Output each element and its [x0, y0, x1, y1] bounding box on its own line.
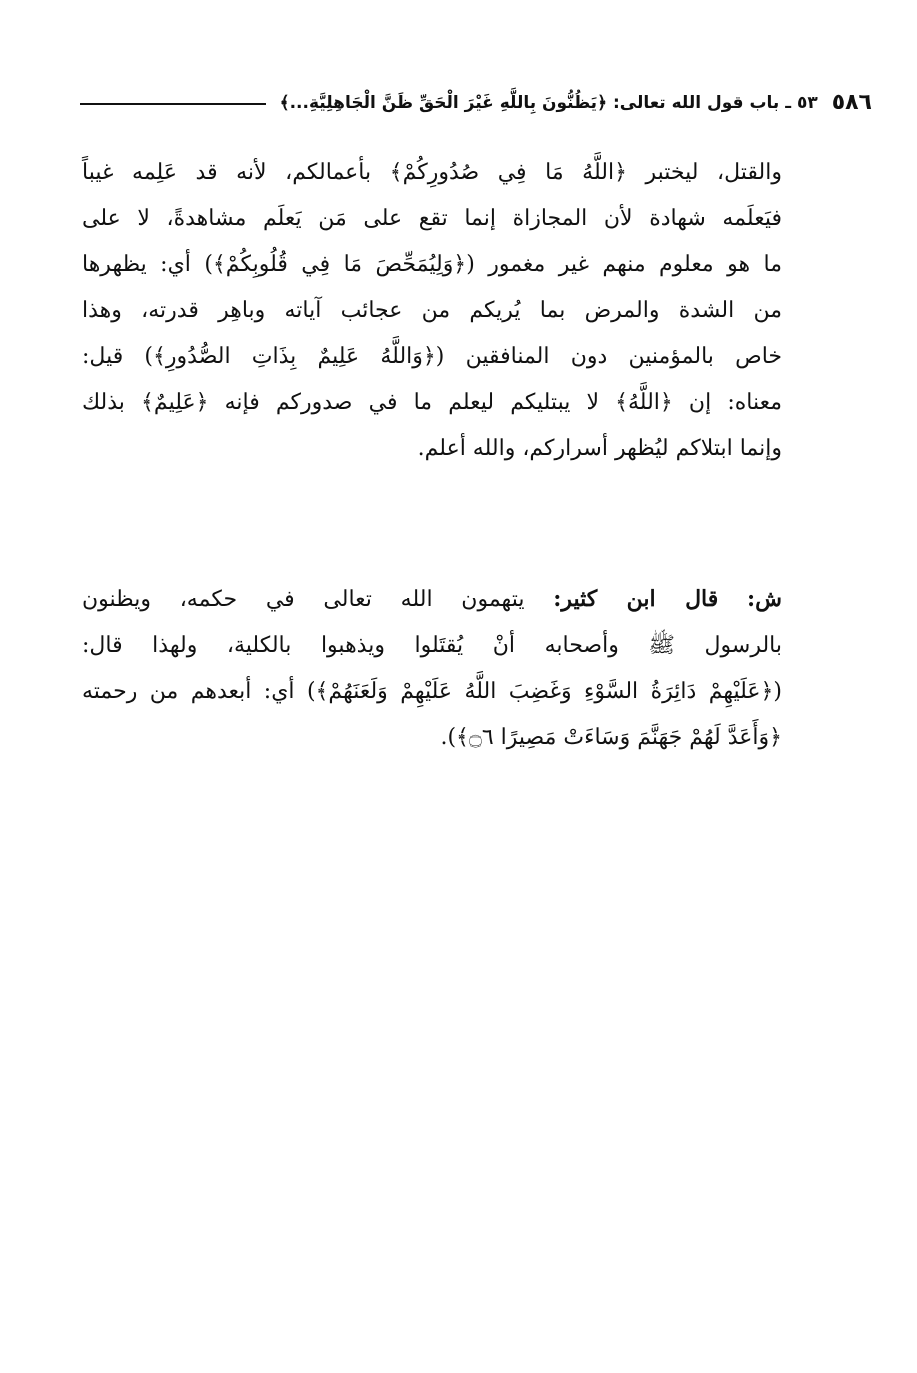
text-line: ﴿وَأَعَدَّ لَهُمْ جَهَنَّمَ وَسَاءَتْ مَصِيرًا ۝٦﴾). — [440, 725, 782, 750]
header-rule — [80, 103, 266, 105]
text-line: فيَعلَمه شهادة لأن المجازاة إنما تقع على مَن يَعلَم مشاهدةً، لا على — [82, 206, 782, 231]
text-line: وإنما ابتلاكم ليُظهر أسراركم، والله أعلم. — [417, 436, 782, 461]
text-line: بالرسول ﷺ وأصحابه أنْ يُقتَلوا ويذهبوا بالكلية، ولهذا قال: — [82, 633, 782, 658]
text-segment: يتهمون الله تعالى في حكمه، ويظنون — [82, 587, 525, 612]
text-line: (﴿عَلَيْهِمْ دَائِرَةُ السَّوْءِ وَغَضِبَ اللَّهُ عَلَيْهِمْ وَلَعَنَهُمْ﴾) أي: أبعدهم من رحمته — [82, 679, 782, 704]
commentary-paragraph-2 — [82, 576, 782, 761]
page-header — [80, 82, 872, 122]
commentary-marker: ش: — [747, 586, 783, 612]
text-line: معناه: إن ﴿اللَّهُ﴾ لا يبتليكم ليعلم ما في صدوركم فإنه ﴿عَلِيمٌ﴾ بذلك — [82, 390, 782, 415]
page-number: ٥٨٦ — [831, 89, 872, 115]
text-line — [82, 576, 782, 623]
text-line: والقتل، ليختبر ﴿اللَّهُ مَا فِي صُدُورِكُمْ﴾ بأعمالكم، لأنه قد عَلِمه غيباً — [82, 160, 782, 185]
running-title: ٥٣ ـ باب قول الله تعالى: ﴿يَظُنُّونَ بِاللَّهِ غَيْرَ الْحَقِّ ظَنَّ الْجَاهِلِيَّةِ...﴾ — [279, 92, 818, 113]
text-line: ما هو معلوم منهم غير مغمور (﴿وَلِيُمَحِّصَ مَا فِي قُلُوبِكُمْ﴾) أي: يظهرها — [82, 252, 782, 277]
text-line: من الشدة والمرض بما يُريكم من عجائب آياته وباهِر قدرته، وهذا — [82, 298, 782, 323]
commentary-paragraph-1 — [82, 150, 782, 472]
quoted-author: قال ابن كثير: — [553, 586, 719, 612]
text-line: خاص بالمؤمنين دون المنافقين (﴿وَاللَّهُ عَلِيمٌ بِذَاتِ الصُّدُورِ﴾) قيل: — [82, 344, 782, 369]
